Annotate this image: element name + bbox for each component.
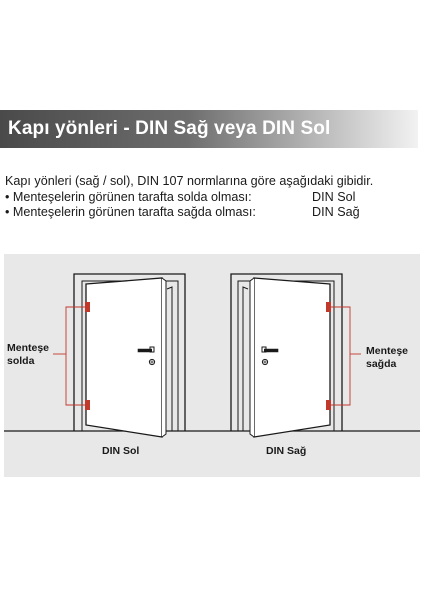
hinge-bottom xyxy=(85,400,90,410)
door-leaf-edge xyxy=(162,278,166,437)
intro-text: Kapı yönleri (sağ / sol), DIN 107 normlarına göre aşağıdaki gibidir. xyxy=(5,174,374,188)
door-leaf xyxy=(254,278,330,437)
door-din-sag xyxy=(231,274,361,437)
description xyxy=(5,174,419,221)
rule-value: DIN Sağ xyxy=(312,205,360,220)
hinge-label-line: Menteşe xyxy=(366,345,409,357)
section-header xyxy=(0,110,418,148)
hinge-label-line: solda xyxy=(7,355,35,367)
door-rebate xyxy=(243,287,248,431)
door-din-sol xyxy=(53,274,185,437)
section-title: Kapı yönleri - DIN Sağ veya DIN Sol xyxy=(8,118,331,139)
door-leaf-edge xyxy=(250,278,254,437)
hinge-top xyxy=(326,302,331,312)
door-direction-diagram xyxy=(4,254,420,477)
hinge-top xyxy=(85,302,90,312)
handle-lever xyxy=(138,349,152,352)
intro-line xyxy=(5,174,419,190)
door-rebate xyxy=(167,287,172,431)
door-leaf xyxy=(86,278,162,437)
hinge-bottom xyxy=(326,400,331,410)
hinge-label-line: sağda xyxy=(366,358,397,370)
hinge-label-line: Menteşe xyxy=(7,342,50,354)
door-illustrations xyxy=(4,254,420,477)
rule-row-din-sol xyxy=(5,190,419,206)
rule-label: • Menteşelerin görünen tarafta sağda olması: xyxy=(5,205,256,220)
caption-din-sag: DIN Sağ xyxy=(266,445,307,457)
rule-value: DIN Sol xyxy=(312,189,356,204)
hinge-label-left xyxy=(7,342,49,368)
hinge-label-right xyxy=(366,345,408,371)
rule-label: • Menteşelerin görünen tarafta solda olması: xyxy=(5,189,252,204)
caption-din-sol: DIN Sol xyxy=(102,445,140,457)
handle-lever xyxy=(264,349,278,352)
rule-row-din-sag xyxy=(5,205,419,221)
